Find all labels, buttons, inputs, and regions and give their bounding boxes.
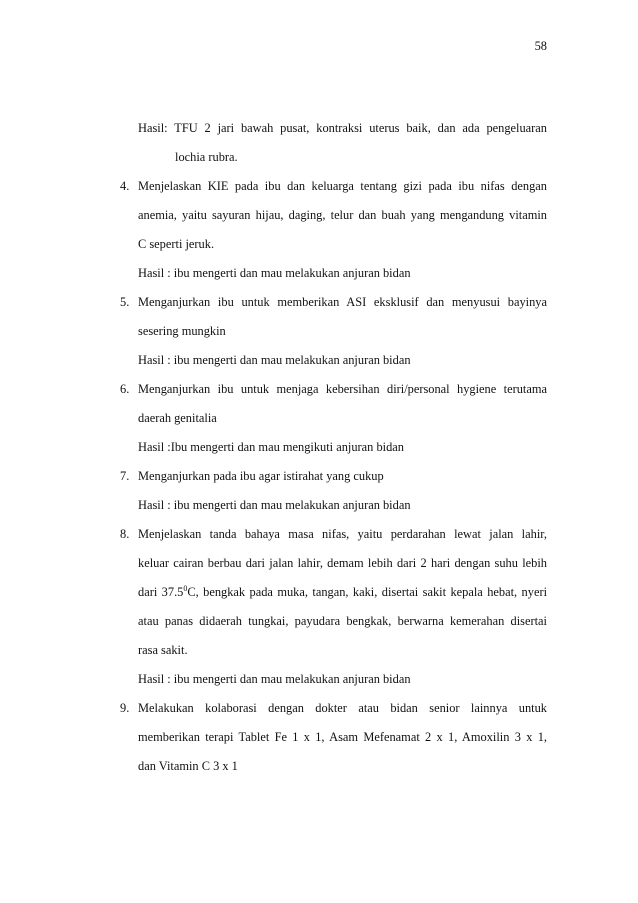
list-item-5-line-1 xyxy=(120,292,547,321)
list-item-9-text: Melakukan kolaborasi dengan dokter atau bidan senior lainnya untuk xyxy=(138,701,547,715)
list-item-6-text: Menganjurkan ibu untuk menjaga kebersihan diri/personal hygiene terutama xyxy=(138,382,547,396)
temp-after: C, bengkak pada muka, tangan, kaki, disertai sakit kepala hebat, nyeri xyxy=(187,585,548,599)
list-item-9-line-3: dan Vitamin C 3 x 1 xyxy=(138,759,238,773)
list-item-8-line-3 xyxy=(120,582,547,611)
list-item-8-line-4: atau panas didaerah tungkai, payudara bengkak, berwarna kemerahan disertai xyxy=(138,614,547,628)
list-item-7-text: Menganjurkan pada ibu agar istirahat yang cukup xyxy=(138,469,384,483)
list-item-7-number: 7. xyxy=(120,469,130,483)
list-item-5-number: 5. xyxy=(120,295,130,309)
list-item-8-line-1 xyxy=(120,524,547,553)
list-item-8-number: 8. xyxy=(120,527,130,541)
list-item-4-line-2: anemia, yaitu sayuran hijau, daging, telur dan buah yang mengandung vitamin xyxy=(138,208,547,222)
intro-hasil-text: TFU 2 jari bawah pusat, kontraksi uterus baik, dan ada pengeluaran xyxy=(174,121,547,135)
page-body xyxy=(120,118,547,785)
list-item-8-text: Menjelaskan tanda bahaya masa nifas, yaitu perdarahan lewat jalan lahir, xyxy=(138,527,547,541)
list-item-8-line-2: keluar cairan berbau dari jalan lahir, demam lebih dari 2 hari dengan suhu lebih xyxy=(138,556,547,570)
list-item-4-number: 4. xyxy=(120,179,130,193)
list-item-8-result: Hasil : ibu mengerti dan mau melakukan anjuran bidan xyxy=(138,672,411,686)
list-item-5-result: Hasil : ibu mengerti dan mau melakukan anjuran bidan xyxy=(138,353,411,367)
list-item-7-result: Hasil : ibu mengerti dan mau melakukan anjuran bidan xyxy=(138,498,411,512)
list-item-9-number: 9. xyxy=(120,701,130,715)
intro-hasil-label: Hasil: xyxy=(138,121,168,135)
intro-hasil-continuation: lochia rubra. xyxy=(175,150,238,164)
temp-before: dari 37.5 xyxy=(138,585,184,599)
temp-degree-sup: 0 xyxy=(183,584,188,593)
intro-hasil-line xyxy=(120,118,547,147)
list-item-8-line-5: rasa sakit. xyxy=(138,643,188,657)
list-item-6-result: Hasil :Ibu mengerti dan mau mengikuti anjuran bidan xyxy=(138,440,404,454)
list-item-9-line-2: memberikan terapi Tablet Fe 1 x 1, Asam Mefenamat 2 x 1, Amoxilin 3 x 1, xyxy=(138,730,547,744)
page-number: 58 xyxy=(534,39,547,53)
list-item-4-text: Menjelaskan KIE pada ibu dan keluarga tentang gizi pada ibu nifas dengan xyxy=(138,179,547,193)
list-item-6-number: 6. xyxy=(120,382,130,396)
list-item-4-line-1 xyxy=(120,176,547,205)
list-item-6-line-1 xyxy=(120,379,547,408)
list-item-9-line-1 xyxy=(120,698,547,727)
list-item-4-result: Hasil : ibu mengerti dan mau melakukan anjuran bidan xyxy=(138,266,411,280)
list-item-6-line-2: daerah genitalia xyxy=(138,411,217,425)
list-item-7-line-1 xyxy=(120,466,547,495)
list-item-5-text: Menganjurkan ibu untuk memberikan ASI eksklusif dan menyusui bayinya xyxy=(138,295,547,309)
list-item-4-line-3: C seperti jeruk. xyxy=(138,237,215,251)
list-item-5-line-2: sesering mungkin xyxy=(138,324,226,338)
